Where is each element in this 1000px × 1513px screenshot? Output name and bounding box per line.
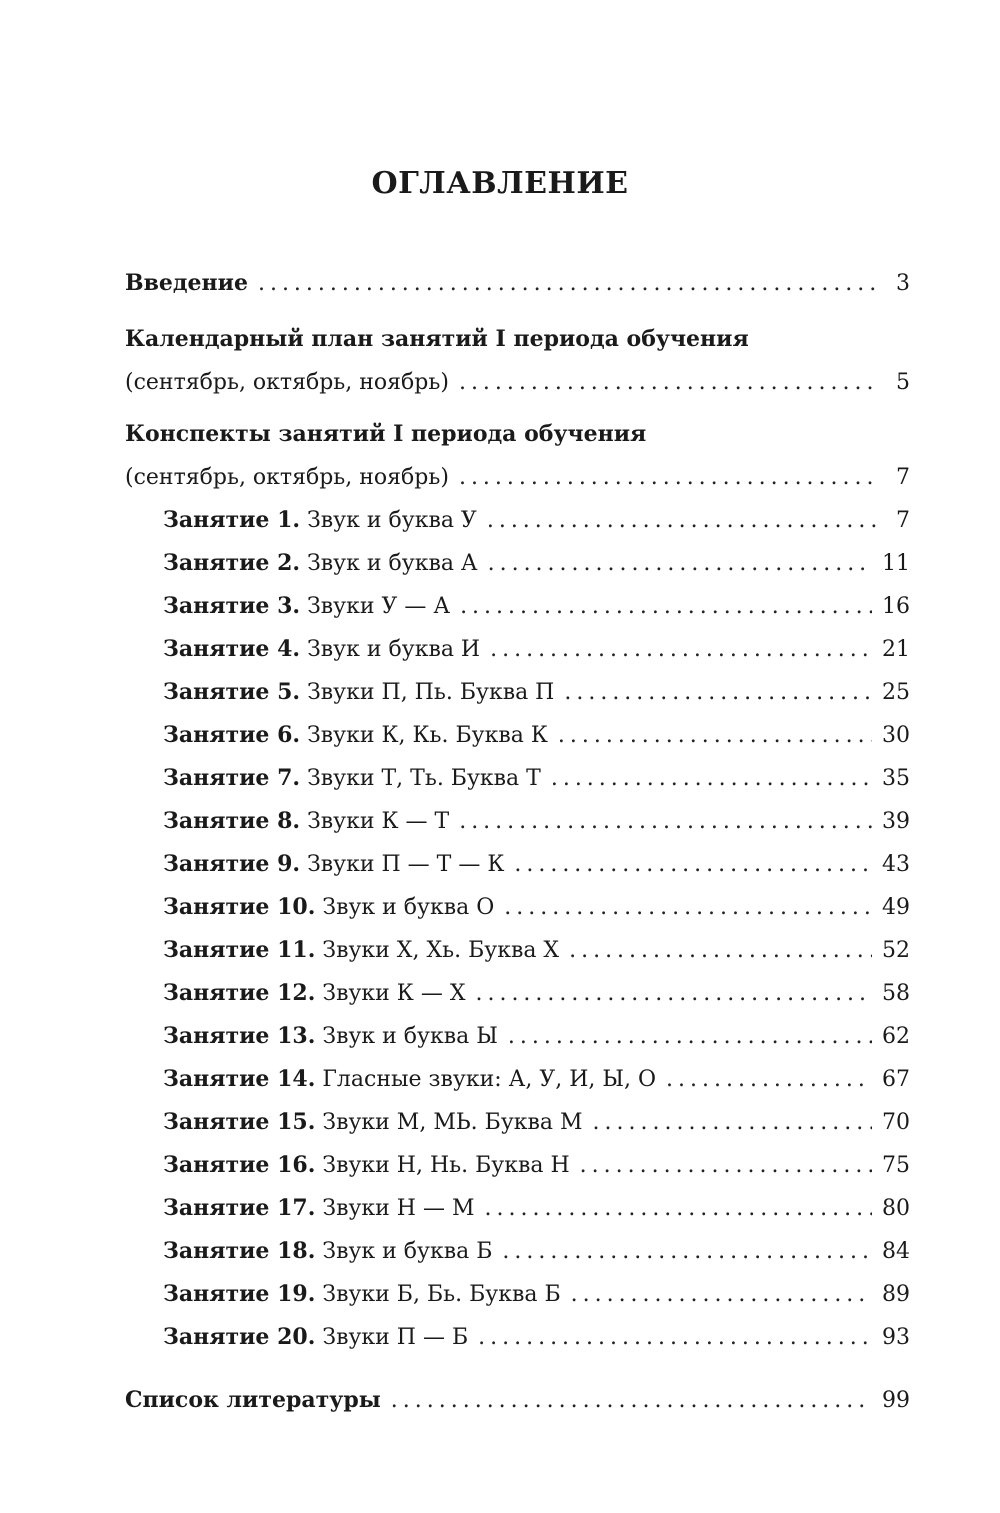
lesson-number: Занятие 17. — [163, 1195, 316, 1221]
toc-lesson-row[interactable] — [125, 628, 910, 671]
lesson-number: Занятие 9. — [163, 851, 301, 877]
lesson-number: Занятие 7. — [163, 765, 301, 791]
page-number: 21 — [882, 637, 910, 662]
lesson-label — [163, 542, 478, 585]
lesson-number: Занятие 5. — [163, 679, 301, 705]
lesson-title: Звук и буква И — [307, 637, 481, 662]
toc-lesson-row[interactable] — [125, 929, 910, 972]
toc-entry-references[interactable] — [125, 1379, 910, 1422]
lesson-label — [163, 1058, 656, 1101]
lesson-label — [163, 1230, 492, 1273]
page-number: 58 — [882, 981, 910, 1006]
page-number: 16 — [882, 594, 910, 619]
lesson-number: Занятие 10. — [163, 894, 316, 920]
page-number: 80 — [882, 1196, 910, 1221]
page-number: 93 — [882, 1325, 910, 1350]
lesson-title: Звуки П, Пь. Буква П — [307, 680, 555, 705]
lesson-title: Звуки К — Т — [307, 809, 450, 834]
lesson-number: Занятие 11. — [163, 937, 316, 963]
page-number: 30 — [882, 723, 910, 748]
lesson-number: Занятие 2. — [163, 550, 301, 576]
dot-leader — [478, 1316, 872, 1359]
lesson-label — [163, 800, 449, 843]
toc-lesson-row[interactable] — [125, 671, 910, 714]
dot-leader — [569, 929, 872, 972]
dot-leader — [391, 1379, 872, 1422]
dot-leader — [488, 542, 872, 585]
toc-lesson-row[interactable] — [125, 585, 910, 628]
page-number: 62 — [882, 1024, 910, 1049]
toc-lesson-row[interactable] — [125, 1058, 910, 1101]
toc-entry-intro[interactable] — [125, 262, 910, 305]
lesson-title: Звуки К — Х — [322, 981, 466, 1006]
dot-leader — [571, 1273, 872, 1316]
lesson-title: Звуки М, МЬ. Буква М — [322, 1110, 583, 1135]
lesson-title: Звуки П — Т — К — [307, 852, 505, 877]
lesson-title: Звуки К, Кь. Буква К — [307, 723, 548, 748]
lesson-title: Гласные звуки: А, У, И, Ы, О — [322, 1067, 657, 1092]
dot-leader — [551, 757, 872, 800]
toc-lesson-row[interactable] — [125, 1230, 910, 1273]
lesson-label — [163, 886, 494, 929]
lesson-number: Занятие 1. — [163, 507, 301, 533]
lesson-number: Занятие 12. — [163, 980, 316, 1006]
lesson-label — [163, 671, 554, 714]
lesson-number: Занятие 13. — [163, 1023, 316, 1049]
dot-leader — [459, 800, 872, 843]
lesson-number: Занятие 15. — [163, 1109, 316, 1135]
dot-leader — [487, 499, 876, 542]
page-number: 7 — [896, 465, 910, 490]
toc-entry-label: Введение — [125, 270, 248, 296]
dot-leader — [460, 585, 872, 628]
toc-lesson-row[interactable] — [125, 757, 910, 800]
page-number: 89 — [882, 1282, 910, 1307]
toc-lesson-row[interactable] — [125, 1273, 910, 1316]
lesson-number: Занятие 18. — [163, 1238, 316, 1264]
page-number: 75 — [882, 1153, 910, 1178]
toc-entry-heading: Конспекты занятий I периода обучения — [125, 421, 647, 447]
page-number: 70 — [882, 1110, 910, 1135]
lesson-label — [163, 929, 559, 972]
page-number: 49 — [882, 895, 910, 920]
lesson-label — [163, 628, 480, 671]
lesson-title: Звуки Б, Бь. Буква Б — [322, 1282, 561, 1307]
page-number: 52 — [882, 938, 910, 963]
lesson-number: Занятие 4. — [163, 636, 301, 662]
lesson-label — [163, 1187, 475, 1230]
lesson-title: Звуки У — А — [307, 594, 451, 619]
page-number: 3 — [896, 271, 910, 296]
toc-lesson-row[interactable] — [125, 542, 910, 585]
page-number: 84 — [882, 1239, 910, 1264]
lesson-number: Занятие 6. — [163, 722, 301, 748]
lesson-title: Звуки Т, Ть. Буква Т — [307, 766, 541, 791]
lesson-label — [163, 757, 541, 800]
dot-leader — [485, 1187, 872, 1230]
toc-lesson-row[interactable] — [125, 1101, 910, 1144]
dot-leader — [459, 456, 876, 499]
dot-leader — [580, 1144, 872, 1187]
toc-lesson-row[interactable] — [125, 1316, 910, 1359]
toc-lesson-row[interactable] — [125, 714, 910, 757]
toc-entry-subtitle: (сентябрь, октябрь, ноябрь) — [125, 370, 449, 395]
dot-leader — [564, 671, 872, 714]
page-number: 35 — [882, 766, 910, 791]
toc-entry-subtitle: (сентябрь, октябрь, ноябрь) — [125, 465, 449, 490]
lesson-title: Звук и буква О — [322, 895, 495, 920]
toc-entry-plan[interactable] — [125, 318, 910, 404]
lesson-title: Звуки Н — М — [322, 1196, 475, 1221]
dot-leader — [514, 843, 872, 886]
lesson-label — [163, 714, 548, 757]
dot-leader — [666, 1058, 872, 1101]
page-number: 99 — [882, 1388, 910, 1413]
lesson-list — [125, 499, 910, 1359]
lesson-number: Занятие 3. — [163, 593, 301, 619]
dot-leader — [459, 361, 876, 404]
dot-leader — [490, 628, 872, 671]
toc-entry-heading: Календарный план занятий I периода обучения — [125, 326, 749, 352]
dot-leader — [502, 1230, 872, 1273]
page-number: 67 — [882, 1067, 910, 1092]
dot-leader — [508, 1015, 872, 1058]
page-number: 39 — [882, 809, 910, 834]
dot-leader — [475, 972, 872, 1015]
page-number: 11 — [882, 551, 910, 576]
toc-entry-label: Список литературы — [125, 1387, 381, 1413]
lesson-number: Занятие 14. — [163, 1066, 316, 1092]
lesson-title: Звуки П — Б — [322, 1325, 469, 1350]
toc-lesson-row[interactable] — [125, 972, 910, 1015]
lesson-label — [163, 1101, 583, 1144]
lesson-label — [163, 1316, 468, 1359]
lesson-label — [163, 1144, 570, 1187]
lesson-title: Звук и буква У — [307, 508, 477, 533]
table-of-contents — [125, 262, 910, 1422]
page-number: 5 — [896, 370, 910, 395]
dot-leader — [504, 886, 872, 929]
toc-lesson-row[interactable] — [125, 886, 910, 929]
dot-leader — [258, 262, 876, 305]
toc-lesson-row[interactable] — [125, 800, 910, 843]
toc-entry-notes[interactable] — [125, 413, 910, 499]
lesson-number: Занятие 20. — [163, 1324, 316, 1350]
page-number: 25 — [882, 680, 910, 705]
lesson-label — [163, 499, 477, 542]
lesson-label — [163, 585, 450, 628]
lesson-title: Звук и буква Ы — [322, 1024, 498, 1049]
toc-lesson-row[interactable] — [125, 843, 910, 886]
toc-lesson-row[interactable] — [125, 1187, 910, 1230]
toc-lesson-row[interactable] — [125, 1015, 910, 1058]
dot-leader — [558, 714, 872, 757]
lesson-label — [163, 1273, 561, 1316]
page-title: ОГЛАВЛЕНИЕ — [371, 166, 629, 201]
page-number: 43 — [882, 852, 910, 877]
lesson-title: Звуки Н, Нь. Буква Н — [322, 1153, 570, 1178]
lesson-title: Звук и буква А — [307, 551, 478, 576]
lesson-title: Звук и буква Б — [322, 1239, 493, 1264]
lesson-number: Занятие 16. — [163, 1152, 316, 1178]
dot-leader — [593, 1101, 872, 1144]
lesson-number: Занятие 19. — [163, 1281, 316, 1307]
lesson-label — [163, 1015, 498, 1058]
lesson-label — [163, 972, 465, 1015]
page-number: 7 — [896, 508, 910, 533]
toc-lesson-row[interactable] — [125, 1144, 910, 1187]
lesson-title: Звуки X, Хь. Буква X — [322, 938, 560, 963]
lesson-label — [163, 843, 504, 886]
lesson-number: Занятие 8. — [163, 808, 301, 834]
toc-lesson-row[interactable] — [125, 499, 910, 542]
